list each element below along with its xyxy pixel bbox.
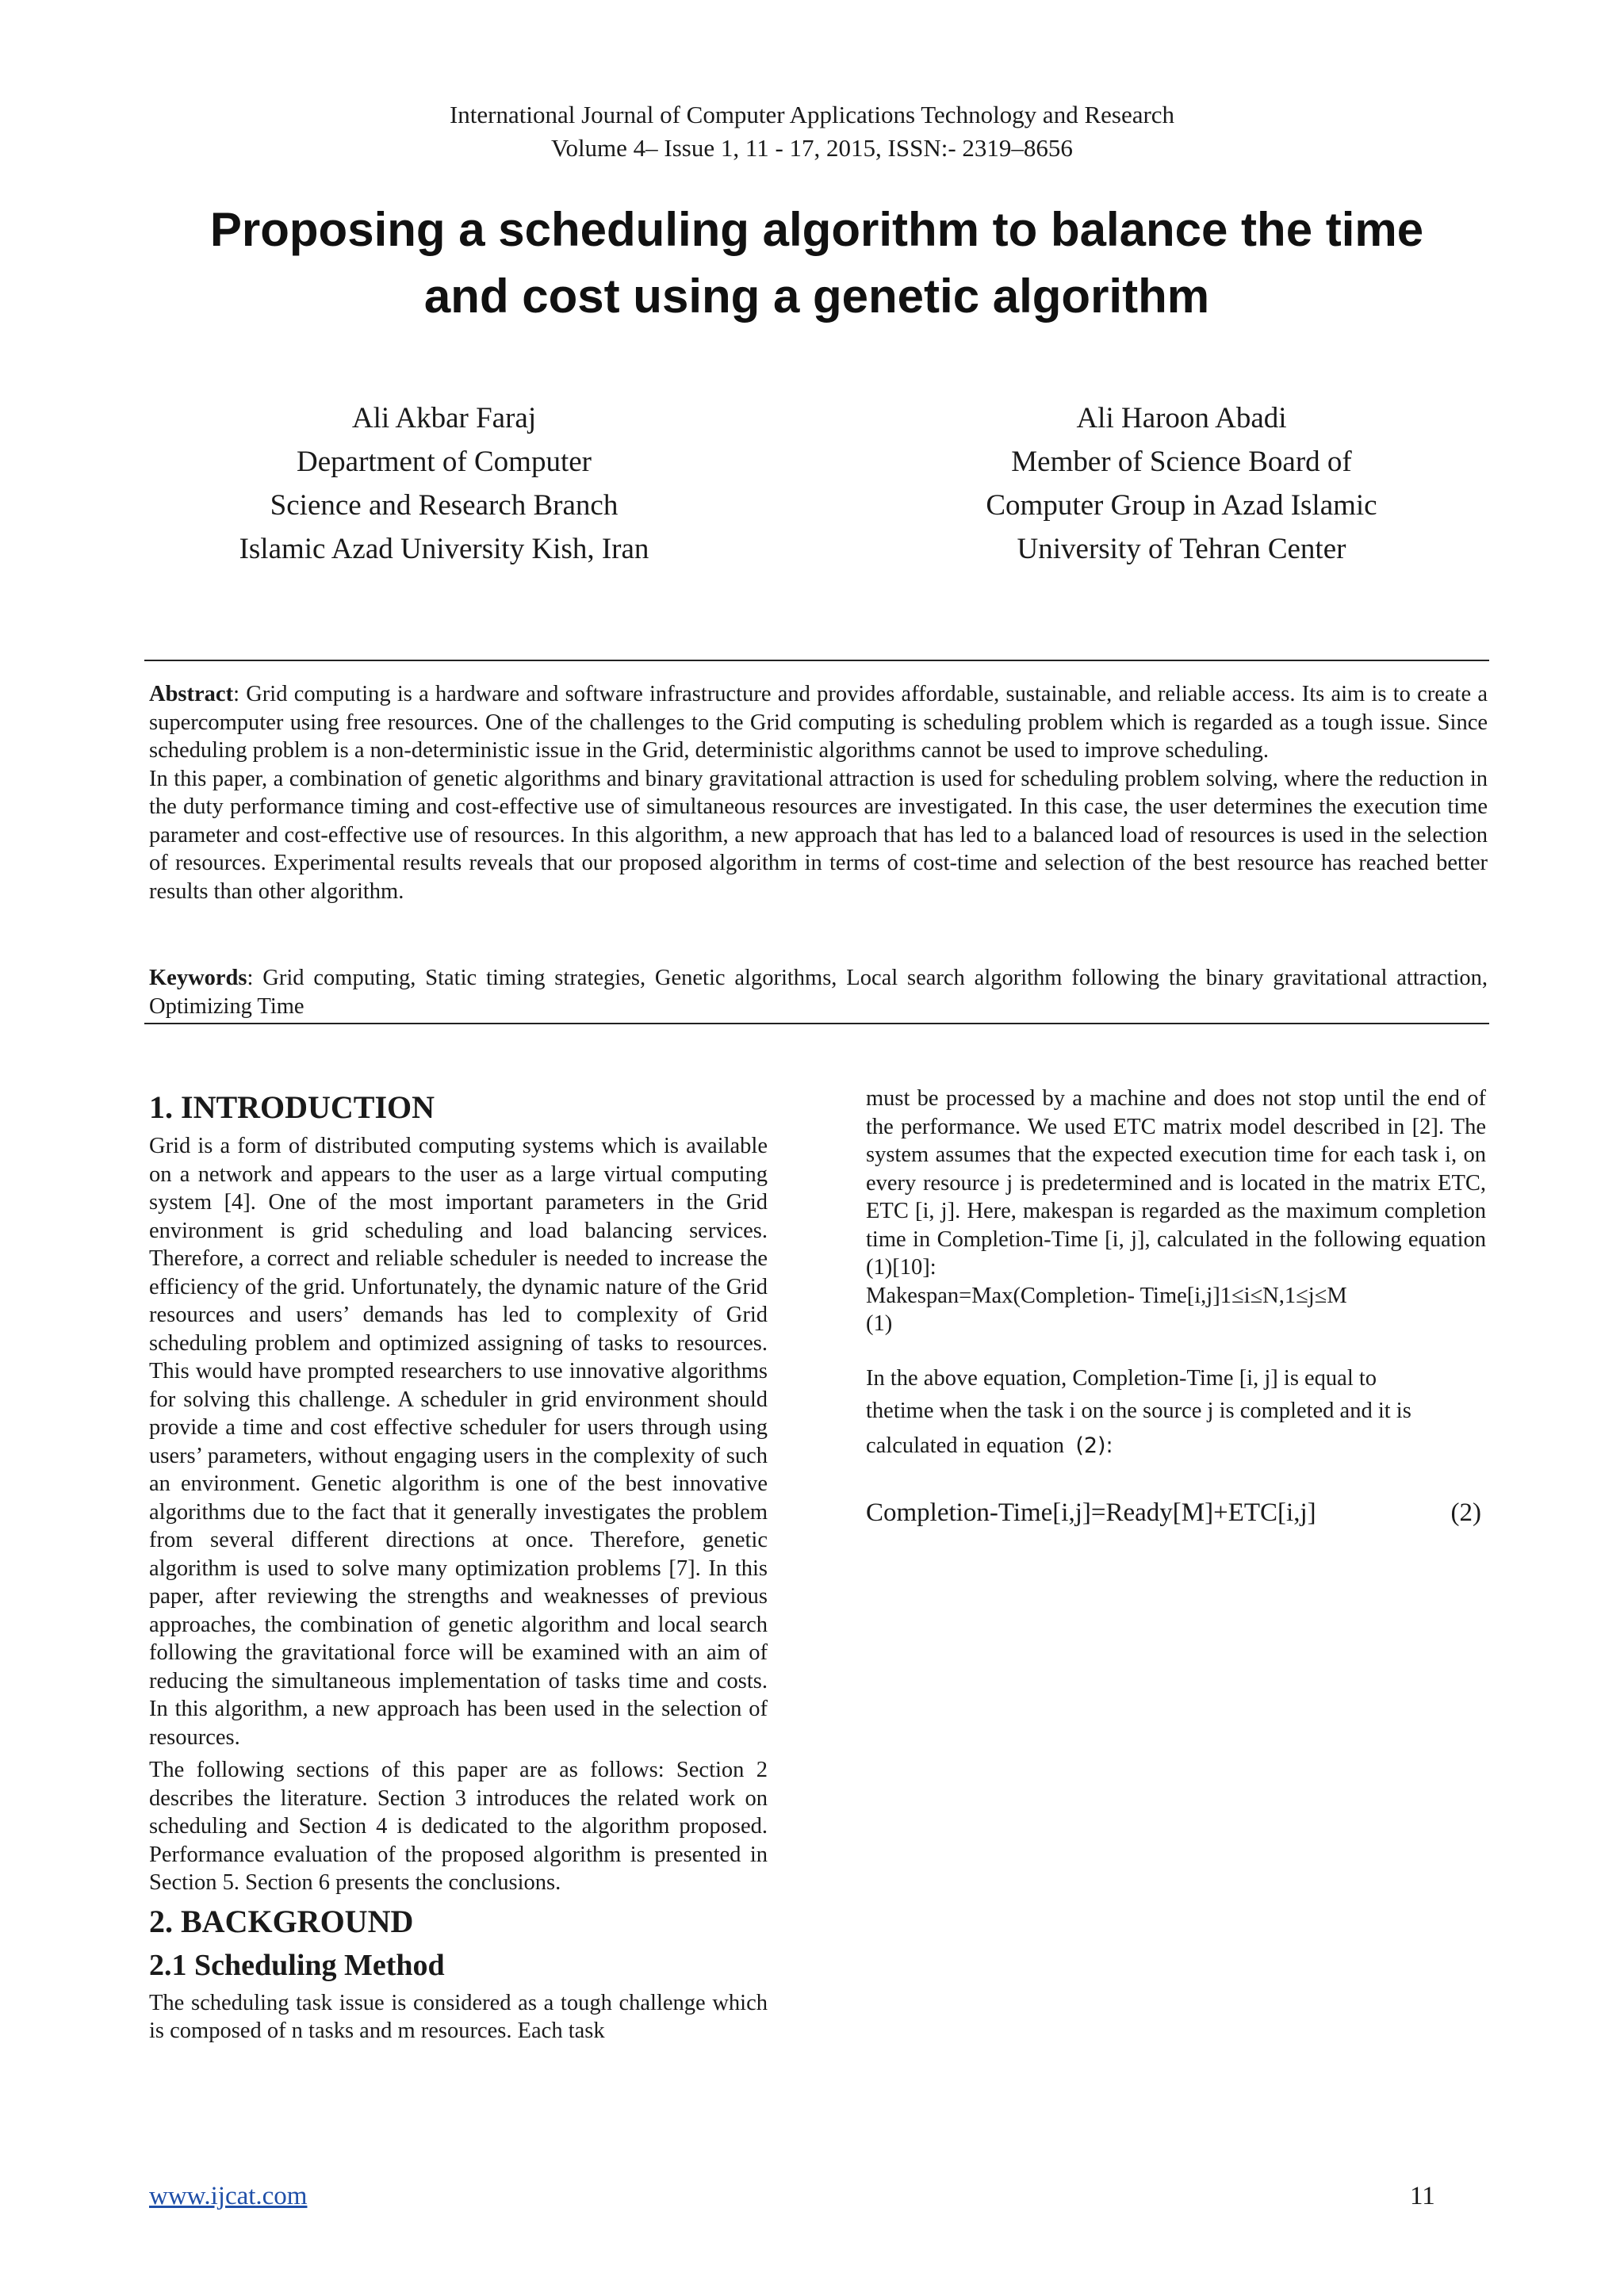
etc-paragraph: must be processed by a machine and does not stop until the end of the performance. We used ETC matrix model described in [2]. The system assumes that the expected execution time for each task i, on every resource j is predetermined and is located in the matrix ETC, ETC [i, j]. Here, makespan is regarded as the maximum completion time in Completion-Time [i, j], calculated in the following equation (1)[10]: (866, 1086, 1486, 1280)
completion-time-paragraph (866, 1364, 1486, 1464)
equation-1: Makespan=Max(Completion- Time[i,j]1≤i≤N,1≤j≤M (866, 1283, 1347, 1308)
equation-reference: (2): (1075, 1433, 1113, 1458)
completion-line-3: calculated in equation (2): (866, 1433, 1113, 1458)
right-column (866, 1085, 1486, 1529)
abstract-paragraph-2: In this paper, a combination of genetic algorithms and binary gravitational attraction is used for scheduling problem solving, where the reduction in the duty performance timing and cost-effective use of simultaneous resources are investigated. In this case, the user determines the execution time parameter and cost-effective use of resources. In this algorithm, a new approach that has led to a balanced load of resources is used in the selection of resources. Experimental results reveals that our proposed algorithm in terms of cost-time and selection of the best resource has reached better results than other algorithm. (149, 766, 1488, 904)
journal-volume: Volume 4– Issue 1, 11 - 17, 2015, ISSN:- 2319–8656 (551, 134, 1073, 162)
journal-name: International Journal of Computer Applications Technology and Research (449, 101, 1175, 128)
completion-line-2: thetime when the task i on the source j is completed and it is (866, 1398, 1411, 1423)
author-affiliation: Computer Group in Azad Islamic (986, 489, 1377, 522)
footer-website-link[interactable]: www.ijcat.com (149, 2182, 308, 2210)
keywords-label: Keywords (149, 966, 247, 990)
abstract-paragraph-1: Abstract: Grid computing is a hardware and software infrastructure and provides affordable, sustainable, and reliable access. Its aim is to create a supercomputer using free resources. One of the challenges to the Grid computing is scheduling problem which is regarded as a tough issue. Since scheduling problem is a non-deterministic issue in the Grid, deterministic algorithms cannot be used to improve scheduling. (149, 682, 1488, 763)
author-name: Ali Haroon Abadi (1076, 402, 1287, 434)
author-affiliation: Islamic Azad University Kish, Iran (239, 533, 649, 565)
author-2 (896, 396, 1467, 571)
title-line-1: Proposing a scheduling algorithm to balance the time (209, 203, 1424, 256)
paper-title (151, 197, 1483, 330)
title-line-2: and cost using a genetic algorithm (423, 270, 1210, 323)
left-column (149, 1088, 768, 2045)
equation-2 (866, 1497, 1486, 1529)
intro-paragraph-2: The following sections of this paper are as follows: Section 2 describes the literature. Section 3 introduces the related work on scheduling and Section 4 is dedicated to the algorithm proposed. Performance evaluation of the proposed algorithm is presented in Section 5. Section 6 presents the conclusions. (149, 1758, 768, 1895)
equation-1-number: (1) (866, 1311, 893, 1336)
intro-paragraph-1: Grid is a form of distributed computing systems which is available on a network and appears to the user as a large virtual computing system [4]. One of the most important parameters in the Grid environment is grid scheduling and load balancing services. Therefore, a correct and reliable scheduler is needed to increase the efficiency of the grid. Unfortunately, the dynamic nature of the Grid resources and users’ demands has led to complexity of Grid scheduling problem and optimized assigning of tasks to resources. This would have prompted researchers to use innovative algorithms for solving this challenge. A scheduler in grid environment should provide a time and cost effective scheduler for users through using users’ parameters, without engaging users in the complexity of such an environment. Genetic algorithm is one of the best innovative algorithms due to the fact that it generally investigates the problem from several different directions at once. Therefore, genetic algorithm is used to solve many optimization problems [7]. In this paper, after reviewing the strengths and weaknesses of previous approaches, the combination of genetic algorithm and local search following the gravitational force will be examined with an aim of reducing the simultaneous implementation of tasks time and costs. In this algorithm, a new approach has been used in the selection of resources. (149, 1134, 768, 1750)
abstract (149, 680, 1488, 905)
divider-bottom (144, 1023, 1489, 1024)
completion-line-1: In the above equation, Completion-Time [i, j] is equal to (866, 1365, 1377, 1391)
equation-2-number: (2) (1450, 1498, 1481, 1527)
keywords-text: : Grid computing, Static timing strategies, Genetic algorithms, Local search algorithm following the binary gravitational attraction, Optimizing Time (149, 966, 1488, 1019)
subsection-heading-scheduling: 2.1 Scheduling Method (149, 1948, 445, 1982)
abstract-label: Abstract (149, 682, 234, 706)
author-affiliation: Science and Research Branch (270, 489, 619, 522)
journal-header (0, 98, 1624, 165)
section-heading-background: 2. BACKGROUND (149, 1903, 414, 1939)
keywords (149, 964, 1488, 1020)
author-name: Ali Akbar Faraj (351, 402, 537, 434)
author-affiliation: University of Tehran Center (1017, 533, 1346, 565)
section-heading-introduction: 1. INTRODUCTION (149, 1089, 435, 1125)
author-1 (159, 396, 730, 571)
author-affiliation: Member of Science Board of (1011, 446, 1352, 478)
equation-2-text: Completion-Time[i,j]=Ready[M]+ETC[i,j] (866, 1498, 1316, 1527)
scheduling-paragraph: The scheduling task issue is considered as a tough challenge which is composed of n tasks and m resources. Each task (149, 1990, 768, 2043)
divider-top (144, 660, 1489, 661)
page-number: 11 (1410, 2182, 1435, 2210)
author-affiliation: Department of Computer (297, 446, 592, 478)
